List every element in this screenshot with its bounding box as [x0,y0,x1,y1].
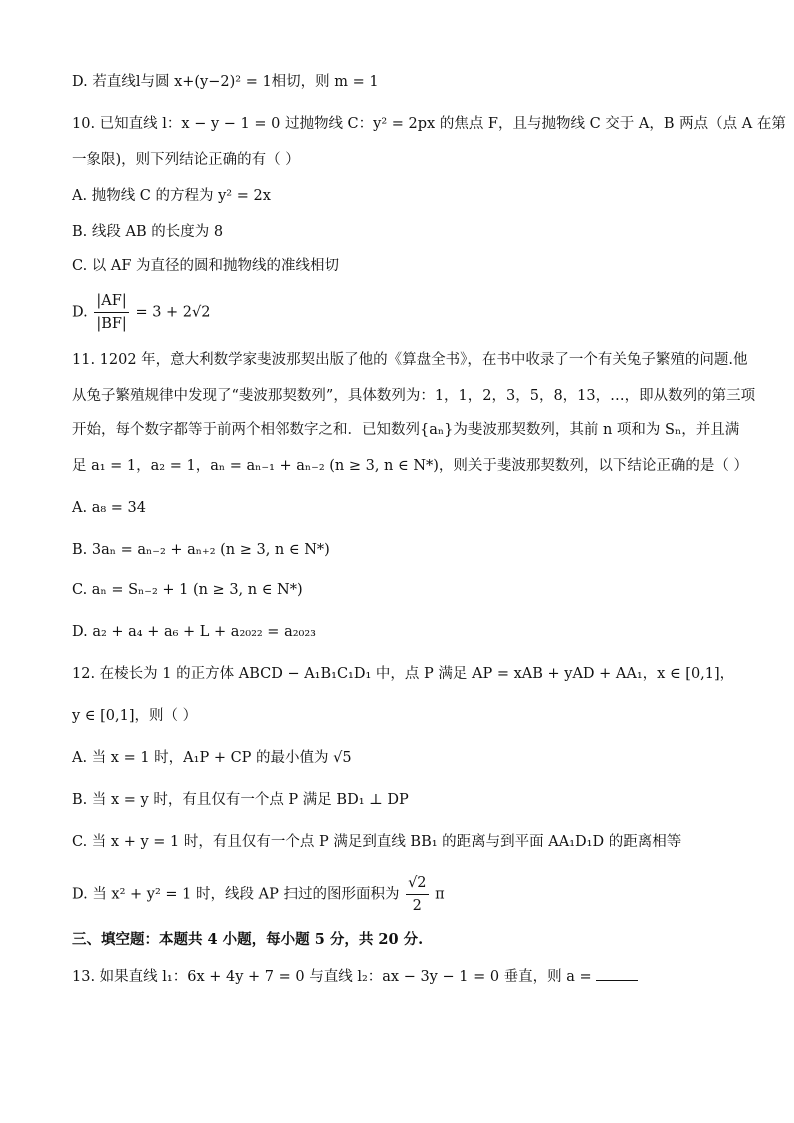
question-10-stem-line-2: 一象限)，则下列结论正确的有（ ） [72,152,300,168]
fraction-denominator: |BF| [96,316,127,332]
option-10b: B. 线段 AB 的长度为 8 [72,224,224,240]
section-heading-fill-in: 三、填空题：本题共 4 小题，每小题 5 分，共 20 分. [72,931,424,948]
option-12d-fraction [406,872,428,917]
answer-blank [596,966,638,981]
option-11d: D. a₂ + a₄ + a₆ + L + a₂₀₂₂ = a₂₀₂₃ [72,624,316,640]
option-12a: A. 当 x = 1 时，A₁P + CP 的最小值为 √5 [72,750,352,766]
option-10c: C. 以 AF 为直径的圆和抛物线的准线相切 [72,258,340,274]
option-12d [72,872,445,917]
option-12b: B. 当 x = y 时，有且仅有一个点 P 满足 BD₁ ⊥ DP [72,792,409,808]
question-12-stem-line-1: 12. 在棱长为 1 的正方体 ABCD − A₁B₁C₁D₁ 中，点 P 满足 AP = xAB + yAD + AA₁，x ∈ [0,1]， [72,666,735,682]
option-12d-pi: π [435,886,445,903]
option-11a: A. a₈ = 34 [72,500,146,516]
option-10d [72,290,210,335]
option-10d-rhs: = 3 + 2√2 [135,304,211,321]
question-11-stem-line-1: 11. 1202 年，意大利数学家斐波那契出版了他的《算盘全书》，在书中收录了一个有关兔子繁殖的问题.他 [72,352,748,368]
question-13-text: 13. 如果直线 l₁：6x + 4y + 7 = 0 与直线 l₂：ax − 3y − 1 = 0 垂直，则 a = [72,969,592,985]
option-12c: C. 当 x + y = 1 时，有且仅有一个点 P 满足到直线 BB₁ 的距离与到平面 AA₁D₁D 的距离相等 [72,834,682,850]
question-11-stem-line-2: 从兔子繁殖规律中发现了“斐波那契数列”，具体数列为：1，1，2，3，5，8，13，…，即从数列的第三项 [72,388,756,404]
option-11c: C. aₙ = Sₙ₋₂ + 1 (n ≥ 3, n ∈ N*) [72,582,303,598]
option-12d-text: D. 当 x² + y² = 1 时，线段 AP 扫过的图形面积为 [72,886,400,903]
fraction-numerator: |AF| [94,290,129,313]
question-13-line [72,966,638,987]
option-10d-label: D. [72,304,88,321]
question-11-stem-line-3: 开始，每个数字都等于前两个相邻数字之和．已知数列{aₙ}为斐波那契数列，其前 n 项和为 Sₙ，并且满 [72,422,740,438]
question-11-stem-line-4: 足 a₁ = 1，a₂ = 1，aₙ = aₙ₋₁ + aₙ₋₂ (n ≥ 3, n ∈ N*)，则关于斐波那契数列，以下结论正确的是（ ） [72,458,749,474]
fraction-denominator: 2 [412,898,422,914]
option-10d-fraction [94,290,129,335]
fraction-numerator: √2 [406,872,428,895]
option-10a: A. 抛物线 C 的方程为 y² = 2x [72,188,271,204]
question-10-stem-line-1: 10. 已知直线 l：x − y − 1 = 0 过抛物线 C：y² = 2px 的焦点 F，且与抛物线 C 交于 A，B 两点（点 A 在第 [72,116,786,132]
question-12-stem-line-2: y ∈ [0,1]，则（ ） [72,708,198,724]
option-11b: B. 3aₙ = aₙ₋₂ + aₙ₊₂ (n ≥ 3, n ∈ N*) [72,542,330,558]
option-9d: D. 若直线l与圆 x+(y−2)² = 1相切，则 m = 1 [72,74,379,90]
